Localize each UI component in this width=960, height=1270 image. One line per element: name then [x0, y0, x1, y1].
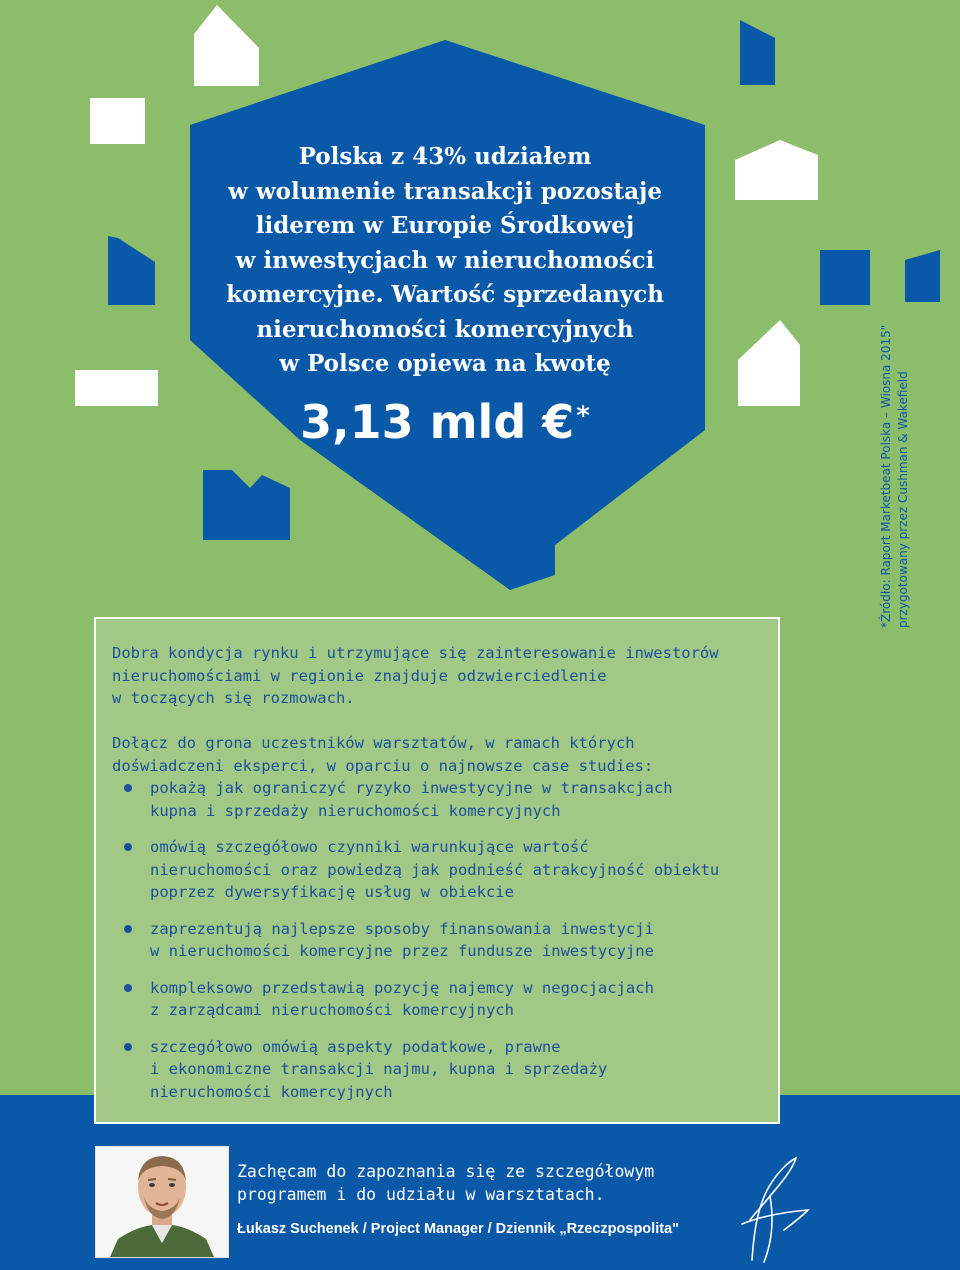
list-item-line: z zarządcami nieruchomości komercyjnych	[150, 1001, 514, 1019]
hero-line-7: w Polsce opiewa na kwotę	[279, 350, 611, 377]
hero-amount-value: 3,13 mld €	[300, 394, 575, 449]
white-square-top-left	[90, 98, 145, 144]
list-item-line: nieruchomości komercyjnych	[150, 1082, 393, 1101]
list-item-line: nieruchomości oraz powiedzą jak podnieść atrakcyjność obiektu	[150, 860, 720, 879]
intro-line-2: nieruchomościami w regionie znajduje odzwierciedlenie	[112, 666, 607, 685]
signature-name: Łukasz Suchenek / Project Manager / Dziennik „Rzeczpospolita"	[237, 1221, 679, 1237]
source-note	[878, 308, 912, 628]
hero-line-1: Polska z 43% udziałem	[298, 143, 592, 170]
hero-amount	[190, 396, 700, 448]
list-item	[112, 918, 719, 963]
list-item-line: i ekonomiczne transakcji najmu, kupna i sprzedaży	[150, 1060, 608, 1078]
bullet-dot-icon	[124, 1043, 132, 1051]
hero-line-2: w wolumenie transakcji pozostaje	[228, 177, 662, 205]
list-item-line: poprzez dywersyfikację usług w obiekcie	[150, 883, 514, 901]
intro-paragraph	[112, 642, 772, 710]
list-item-line: zaprezentują najlepsze sposoby finansowania inwestycji	[150, 919, 654, 938]
handwritten-signature	[712, 1150, 822, 1265]
list-item-line: kompleksowo przedstawią pozycję najemcy w negocjacjach	[150, 978, 654, 997]
portrait-illustration	[96, 1147, 228, 1257]
join-paragraph	[112, 732, 772, 777]
intro-line-3: w toczących się rozmowach.	[112, 689, 355, 707]
hero-line-6: nieruchomości komercyjnych	[256, 315, 634, 343]
list-item-line: szczegółowo omówią aspekty podatkowe, prawne	[150, 1037, 561, 1056]
list-item-line: pokażą jak ograniczyć ryzyko inwestycyjne w transakcjach	[150, 779, 673, 797]
white-house-right	[735, 140, 818, 200]
invitation-line-1: Zachęcam do zapoznania się ze szczegółowym	[237, 1162, 655, 1181]
list-item-line: kupna i sprzedaży nieruchomości komercyjnych	[150, 801, 561, 820]
hero-line-4: w inwestycjach w nieruchomości	[235, 246, 655, 274]
bullet-dot-icon	[124, 784, 132, 792]
bullet-dot-icon	[124, 925, 132, 933]
hero-line-5: komercyjne. Wartość sprzedanych	[226, 281, 664, 308]
list-item	[112, 1036, 719, 1104]
invitation-line-2: programem i do udziału w warsztatach.	[237, 1184, 605, 1204]
white-house-top	[194, 5, 259, 86]
hero-headline	[190, 140, 700, 448]
list-item	[112, 777, 719, 822]
list-item	[112, 836, 719, 904]
source-line-1: *Źródło: Raport Marketbeat Polska – Wiosna 2015"	[879, 324, 893, 628]
bullet-dot-icon	[124, 843, 132, 851]
list-item-line: w nieruchomości komercyjne przez fundusze inwestycyjne	[150, 942, 654, 960]
intro-line-1: Dobra kondycja rynku i utrzymujące się zainteresowanie inwestorów	[112, 644, 719, 662]
white-house-right-low	[738, 320, 800, 406]
bullet-dot-icon	[124, 984, 132, 992]
list-item	[112, 977, 719, 1022]
blue-house-top-right	[740, 20, 775, 85]
blue-house-right-small	[905, 250, 940, 302]
blue-house-bottom-left	[203, 470, 290, 540]
source-line-2: przygotowany przez Cushman & Wakefield	[896, 371, 910, 628]
portrait-photo	[95, 1146, 229, 1258]
blue-house-left	[108, 236, 155, 305]
hero-asterisk: *	[576, 400, 590, 431]
join-line-1: Dołącz do grona uczestników warsztatów, w ramach których	[112, 734, 635, 752]
list-item-line: omówią szczegółowo czynniki warunkujące wartość	[150, 838, 589, 856]
join-line-2: doświadczeni eksperci, w oparciu o najnowsze case studies:	[112, 756, 654, 775]
workshop-topics-list	[112, 777, 719, 1117]
hero-line-3: liderem w Europie Środkowej	[255, 212, 635, 239]
white-square-left	[75, 370, 158, 406]
invitation-text	[237, 1161, 654, 1206]
blue-square-right	[820, 250, 870, 305]
